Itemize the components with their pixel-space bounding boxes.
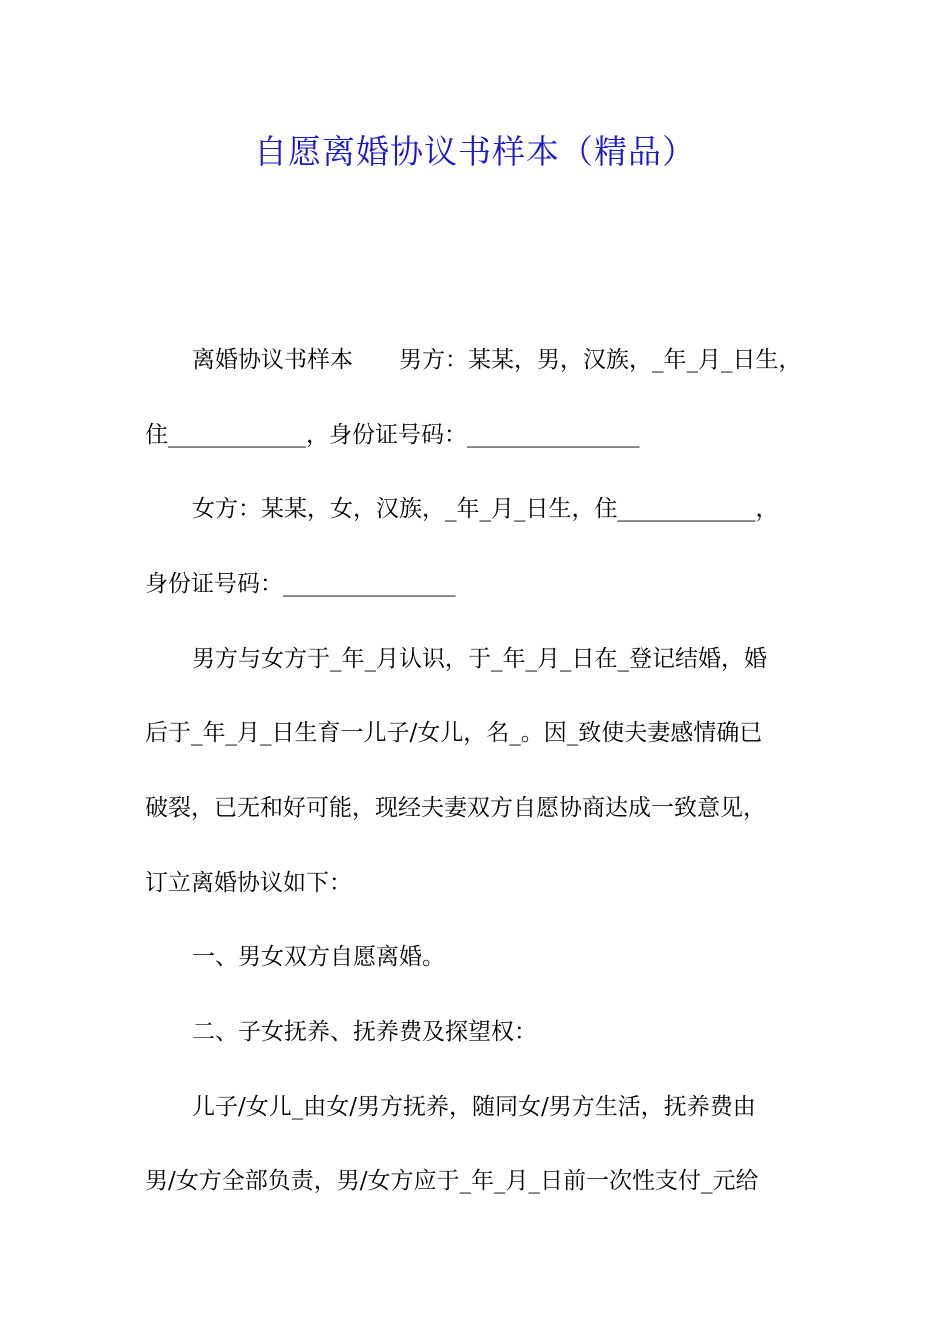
paragraph-line: 身份证号码：_______________	[145, 571, 456, 597]
paragraph-line: 破裂，已无和好可能，现经夫妻双方自愿协商达成一致意见，	[145, 795, 766, 821]
paragraph-line: 住____________，身份证号码：_______________	[145, 422, 640, 448]
paragraph-line: 订立离婚协议如下：	[145, 870, 352, 896]
paragraph-line: 二、子女抚养、抚养费及探望权：	[192, 1019, 537, 1045]
document-title: 自愿离婚协议书样本（精品）	[254, 132, 696, 171]
paragraph-line: 女方：某某，女，汉族，_年_月_日生，住____________，	[192, 496, 779, 522]
paragraph-line: 儿子/女儿_由女/男方抚养，随同女/男方生活，抚养费由	[192, 1094, 756, 1120]
paragraph-line: 后于_年_月_日生育一儿子/女儿，名_。因_致使夫妻感情确已	[145, 720, 763, 746]
paragraph-line: 离婚协议书样本 男方：某某，男，汉族，_年_月_日生，	[192, 347, 802, 373]
paragraph-line: 男方与女方于_年_月认识，于_年_月_日在_登记结婚，婚	[192, 646, 767, 672]
paragraph-line: 一、男女双方自愿离婚。	[192, 944, 445, 970]
paragraph-line: 男/女方全部负责，男/女方应于_年_月_日前一次性支付_元给	[145, 1168, 759, 1194]
